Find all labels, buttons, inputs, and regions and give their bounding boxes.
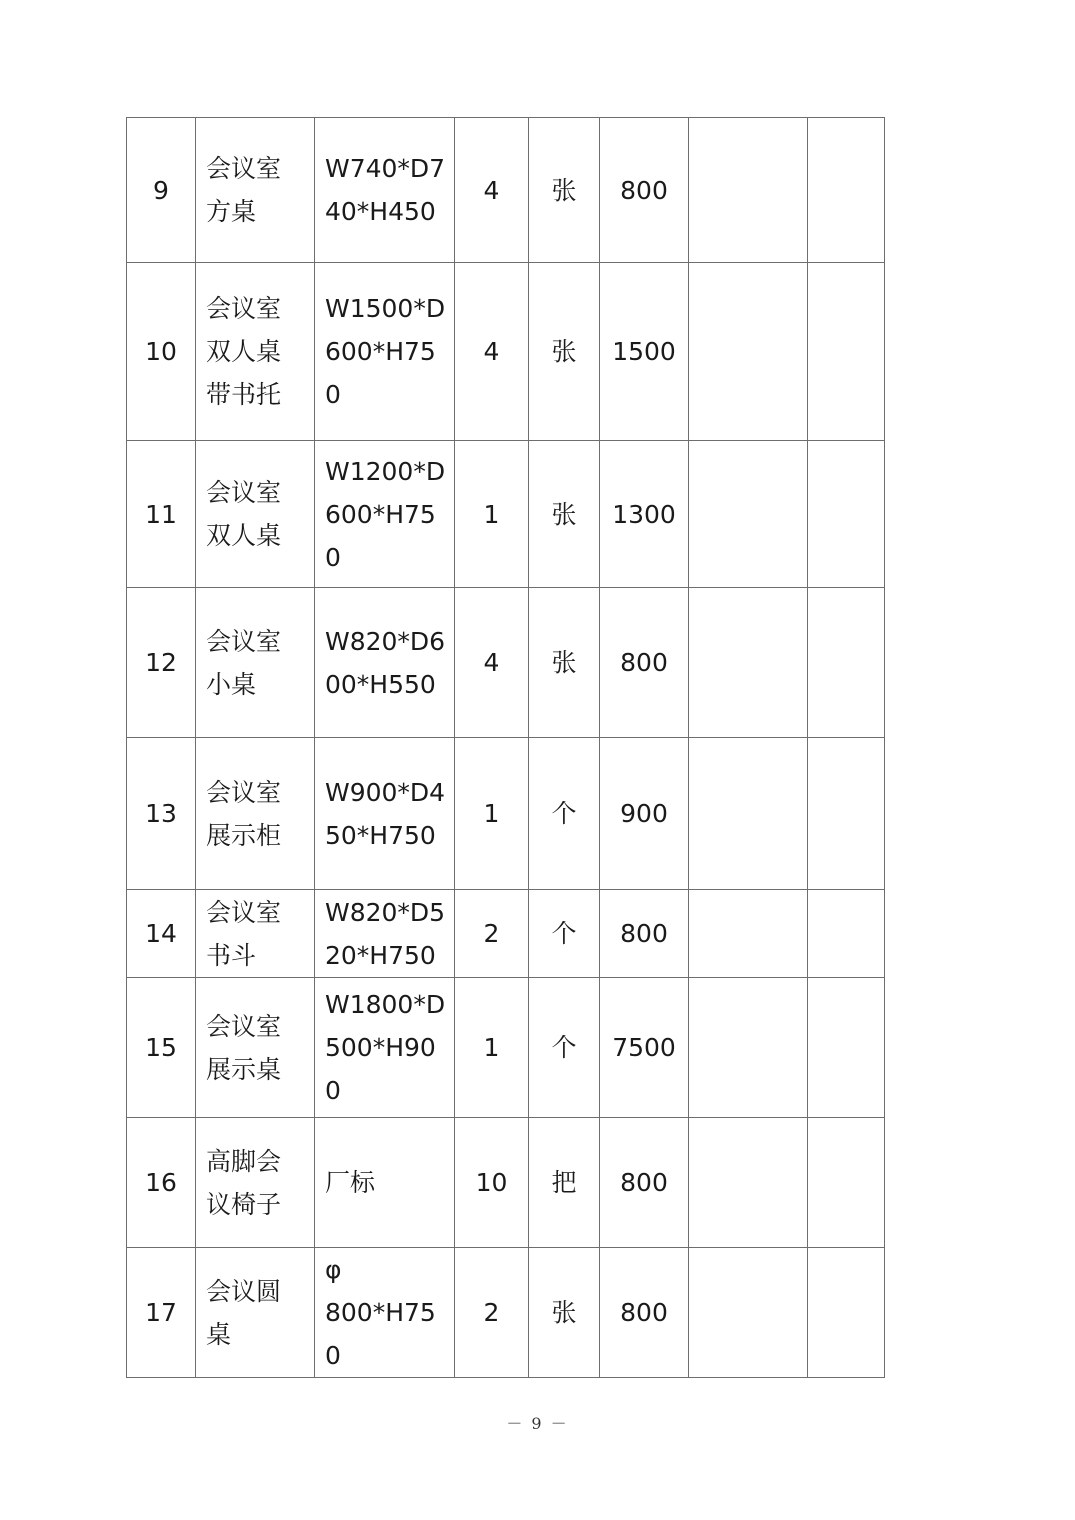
cell-quantity xyxy=(455,738,529,890)
cell-quantity xyxy=(455,263,529,441)
cell-empty-col7 xyxy=(689,1118,808,1248)
cell-empty-col8 xyxy=(808,1248,885,1378)
cell-empty-col7 xyxy=(689,118,808,263)
cell-item-spec-text: W740*D7 40*H450 xyxy=(325,154,446,226)
cell-unit xyxy=(529,118,600,263)
cell-quantity xyxy=(455,588,529,738)
cell-item-spec xyxy=(315,1118,455,1248)
cell-empty-col7 xyxy=(689,738,808,890)
cell-item-number-text: 13 xyxy=(145,799,177,828)
cell-item-name-text: 会议室 书斗 xyxy=(206,897,282,970)
cell-empty-col7 xyxy=(689,978,808,1118)
cell-empty-col7 xyxy=(689,263,808,441)
cell-item-spec xyxy=(315,890,455,978)
cell-item-spec-text: W1200*D 600*H750 xyxy=(325,456,446,572)
cell-item-number xyxy=(127,890,196,978)
cell-unit xyxy=(529,441,600,588)
cell-unit-text: 张 xyxy=(551,648,577,677)
cell-price-text: 1300 xyxy=(612,499,676,529)
cell-unit xyxy=(529,588,600,738)
cell-price xyxy=(600,588,689,738)
cell-quantity xyxy=(455,978,529,1118)
cell-item-name xyxy=(196,441,315,588)
cell-item-name xyxy=(196,588,315,738)
cell-item-number xyxy=(127,263,196,441)
cell-item-spec-text: W900*D4 50*H750 xyxy=(325,777,446,850)
cell-price-text: 800 xyxy=(620,919,668,948)
cell-item-spec-text: W1500*D 600*H750 xyxy=(325,294,446,409)
cell-item-name-text: 会议室 双人桌 带书托 xyxy=(206,294,282,409)
cell-item-spec xyxy=(315,1248,455,1378)
cell-price xyxy=(600,1248,689,1378)
cell-price-text: 800 xyxy=(620,1298,668,1327)
cell-item-number-text: 12 xyxy=(145,648,177,677)
table-row xyxy=(127,738,885,890)
cell-price-text: 800 xyxy=(620,175,668,205)
cell-empty-col8 xyxy=(808,588,885,738)
cell-unit xyxy=(529,738,600,890)
cell-empty-col7 xyxy=(689,1248,808,1378)
table-row xyxy=(127,1248,885,1378)
cell-quantity-text: 2 xyxy=(483,1298,500,1327)
cell-item-name xyxy=(196,1118,315,1248)
table-body xyxy=(127,118,885,1378)
cell-quantity-text: 4 xyxy=(483,337,500,366)
table-row xyxy=(127,890,885,978)
cell-price-text: 800 xyxy=(620,648,668,677)
cell-price xyxy=(600,263,689,441)
cell-price xyxy=(600,441,689,588)
cell-quantity xyxy=(455,441,529,588)
cell-quantity-text: 4 xyxy=(483,175,500,205)
cell-unit xyxy=(529,1118,600,1248)
cell-item-number-text: 11 xyxy=(145,499,177,529)
cell-quantity-text: 1 xyxy=(483,499,500,529)
cell-unit-text: 个 xyxy=(551,919,577,948)
cell-price xyxy=(600,738,689,890)
cell-item-spec xyxy=(315,118,455,263)
cell-item-spec xyxy=(315,738,455,890)
cell-item-spec-text: φ 800*H750 xyxy=(325,1255,436,1370)
table-row xyxy=(127,1118,885,1248)
cell-item-spec xyxy=(315,588,455,738)
cell-item-spec-text: W820*D6 00*H550 xyxy=(325,626,446,699)
cell-empty-col8 xyxy=(808,738,885,890)
cell-empty-col8 xyxy=(808,978,885,1118)
cell-unit-text: 张 xyxy=(551,1298,577,1327)
cell-quantity xyxy=(455,890,529,978)
table-row xyxy=(127,588,885,738)
furniture-items-table xyxy=(126,117,885,1378)
cell-price-text: 800 xyxy=(620,1168,668,1197)
cell-price-text: 7500 xyxy=(612,1033,676,1062)
cell-item-number-text: 9 xyxy=(153,175,169,205)
cell-empty-col7 xyxy=(689,441,808,588)
cell-item-name xyxy=(196,263,315,441)
cell-item-name-text: 会议室 方桌 xyxy=(206,154,282,226)
cell-quantity-text: 4 xyxy=(483,648,500,677)
cell-quantity xyxy=(455,118,529,263)
table-row xyxy=(127,978,885,1118)
cell-item-spec xyxy=(315,441,455,588)
cell-quantity-text: 1 xyxy=(483,1033,500,1062)
cell-item-spec xyxy=(315,978,455,1118)
cell-empty-col8 xyxy=(808,890,885,978)
cell-item-name-text: 会议室 双人桌 xyxy=(206,478,282,550)
page-number: － 9 － xyxy=(506,1414,569,1433)
cell-item-number-text: 17 xyxy=(145,1298,177,1327)
cell-price-text: 900 xyxy=(620,799,668,828)
cell-item-number xyxy=(127,1118,196,1248)
cell-item-name-text: 高脚会 议椅子 xyxy=(206,1146,282,1219)
cell-item-spec xyxy=(315,263,455,441)
cell-item-number-text: 15 xyxy=(145,1033,177,1062)
cell-unit-text: 把 xyxy=(551,1168,577,1197)
cell-unit-text: 个 xyxy=(551,1033,577,1062)
cell-empty-col7 xyxy=(689,588,808,738)
cell-item-spec-text: W820*D5 20*H750 xyxy=(325,897,446,970)
cell-item-name xyxy=(196,118,315,263)
cell-item-name xyxy=(196,1248,315,1378)
cell-item-spec-text: W1800*D 500*H900 xyxy=(325,990,446,1105)
cell-unit xyxy=(529,263,600,441)
cell-empty-col7 xyxy=(689,890,808,978)
cell-item-name-text: 会议室 展示柜 xyxy=(206,777,282,850)
cell-item-name-text: 会议圆 桌 xyxy=(206,1276,282,1349)
cell-unit xyxy=(529,1248,600,1378)
cell-unit xyxy=(529,890,600,978)
cell-item-number-text: 10 xyxy=(145,337,177,366)
cell-price-text: 1500 xyxy=(612,337,676,366)
cell-item-number-text: 16 xyxy=(145,1168,177,1197)
cell-unit-text: 张 xyxy=(551,499,577,529)
cell-item-name-text: 会议室 展示桌 xyxy=(206,1011,282,1084)
cell-quantity xyxy=(455,1248,529,1378)
cell-empty-col8 xyxy=(808,1118,885,1248)
cell-item-name xyxy=(196,978,315,1118)
cell-item-name xyxy=(196,890,315,978)
cell-item-number-text: 14 xyxy=(145,919,177,948)
cell-unit xyxy=(529,978,600,1118)
cell-price xyxy=(600,890,689,978)
cell-empty-col8 xyxy=(808,441,885,588)
cell-item-number xyxy=(127,978,196,1118)
cell-empty-col8 xyxy=(808,263,885,441)
cell-price xyxy=(600,1118,689,1248)
cell-unit-text: 张 xyxy=(551,337,577,366)
cell-item-name-text: 会议室 小桌 xyxy=(206,626,282,699)
cell-price xyxy=(600,118,689,263)
cell-quantity-text: 10 xyxy=(475,1168,508,1197)
cell-item-spec-text: 厂标 xyxy=(325,1168,376,1197)
cell-quantity-text: 2 xyxy=(483,919,500,948)
cell-item-number xyxy=(127,118,196,263)
table-row xyxy=(127,118,885,263)
cell-quantity xyxy=(455,1118,529,1248)
cell-item-number xyxy=(127,738,196,890)
cell-item-number xyxy=(127,588,196,738)
cell-quantity-text: 1 xyxy=(483,799,500,828)
cell-item-number xyxy=(127,1248,196,1378)
cell-item-number xyxy=(127,441,196,588)
cell-item-name xyxy=(196,738,315,890)
cell-unit-text: 个 xyxy=(551,799,577,828)
table-row xyxy=(127,263,885,441)
cell-unit-text: 张 xyxy=(551,175,577,205)
cell-price xyxy=(600,978,689,1118)
table-row xyxy=(127,441,885,588)
cell-empty-col8 xyxy=(808,118,885,263)
